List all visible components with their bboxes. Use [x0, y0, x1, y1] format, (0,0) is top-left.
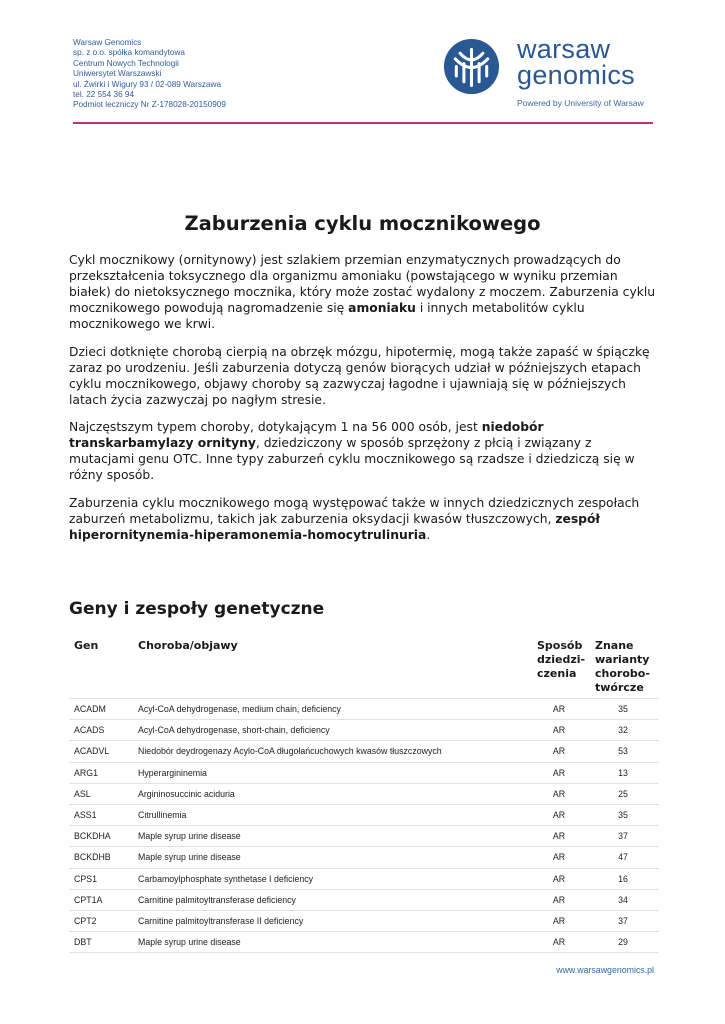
company-line: Centrum Nowych Technologii: [73, 58, 179, 68]
company-line: tel. 22 554 36 94: [73, 90, 135, 100]
cell-inheritance: AR: [552, 852, 566, 863]
cell-disease: Citrullinemia: [138, 809, 187, 820]
table-row: [69, 763, 659, 784]
table-row: [69, 911, 659, 932]
cell-gene: ACADVL: [74, 746, 110, 757]
cell-inheritance: AR: [552, 809, 566, 820]
cell-gene: DBT: [74, 937, 92, 948]
cell-disease: Carnitine palmitoyltransferase deficiency: [138, 894, 296, 905]
cell-variants: 53: [618, 746, 628, 757]
company-line: Uniwersytet Warszawski: [73, 69, 162, 79]
cell-gene: ARG1: [74, 767, 98, 778]
table-header: [69, 636, 659, 699]
cell-disease: Acyl-CoA dehydrogenase, medium chain, deficiency: [138, 704, 341, 714]
cell-disease: Argininosuccinic aciduria: [138, 788, 235, 799]
cell-variants: 35: [618, 809, 628, 820]
cell-disease: Maple syrup urine disease: [138, 852, 241, 863]
cell-inheritance: AR: [552, 831, 566, 842]
cell-inheritance: AR: [552, 894, 566, 905]
cell-disease: Carnitine palmitoyltransferase II deficiency: [138, 915, 304, 926]
cell-inheritance: AR: [552, 704, 566, 714]
footer-url: www.warsawgenomics.pl: [556, 965, 654, 975]
cell-disease: Carbamoylphosphate synthetase I deficiency: [138, 873, 314, 884]
table-row: [69, 741, 659, 762]
logo-tagline: Powered by University of Warsaw: [517, 98, 644, 108]
related-text: Zaburzenia cyklu mocznikowego mogą występować także w innych dziedzicznych zespołach zaburzeń metabolizmu, takich jak zaburzenia oksydacji kwasów tłuszczowych,: [69, 496, 640, 526]
cell-gene: ACADS: [74, 725, 105, 736]
cell-inheritance: AR: [552, 937, 566, 948]
column-header-variants: Znane warianty chorobo-twórcze: [595, 639, 650, 694]
prevalence-bold-term: niedobór transkarbamylazy ornityny: [69, 420, 544, 450]
header-divider: [73, 122, 653, 124]
cell-variants: 47: [618, 852, 628, 863]
intro-text-end: i innych metabolitów cyklu mocznikowego we krwi.: [69, 301, 585, 331]
table-row: [69, 826, 659, 847]
cell-variants: 29: [618, 937, 628, 948]
prevalence-text-end: , dziedziczony w sposób sprzężony z płcią i związany z mutacjami genu OTC. Inne typy zaburzeń cyklu mocznikowego są rzadsze i dziedziczą się w różny sposób.: [69, 436, 635, 482]
company-line: ul. Żwirki i Wigury 93 / 02-089 Warszawa: [73, 79, 222, 89]
cell-inheritance: AR: [552, 746, 566, 757]
cell-inheritance: AR: [552, 725, 566, 736]
cell-gene: ASS1: [74, 809, 97, 820]
prevalence-text: Najczęstszym typem choroby, dotykającym 1 na 56 000 osób, jest: [69, 420, 482, 434]
related-bold-term: zespół hiperornitynemia-hiperamonemia-homocytrulinuria: [69, 512, 600, 542]
intro-text: Cykl mocznikowy (ornitynowy) jest szlakiem przemian enzymatycznych prowadzących do przekształcenia toksycznego dla organizmu amoniaku (powstającego w wyniku przemian białek) do nietoksycznego mocznika, który może zostać wydalony z moczem. Zaburzenia cyklu mocznikowego powodują nagromadzenie się: [69, 253, 656, 315]
cell-variants: 35: [618, 704, 628, 714]
cell-gene: ASL: [74, 788, 91, 799]
intro-bold-term: amoniaku: [348, 301, 416, 315]
table-row: [69, 720, 659, 741]
company-line: sp. z o.o. spółka komandytowa: [73, 48, 185, 58]
symptoms-paragraph: Dzieci dotknięte chorobą cierpią na obrzęk mózgu, hipotermię, mogą także zapaść w śpiączkę zaraz po urodzeniu. Jeśli zaburzenia dotyczą genów biorących udział w późniejszych etapach cyklu mocznikowego, objawy choroby są zazwyczaj łagodne i ujawniają się w późniejszych latach życia zazwyczaj po nagłym stresie.: [69, 345, 650, 407]
section-title: Geny i zespoły genetyczne: [69, 599, 325, 619]
logo-emblem-icon: [443, 38, 500, 95]
cell-disease: Maple syrup urine disease: [138, 831, 241, 842]
related-text-end: .: [426, 528, 431, 542]
column-header-disease: Choroba/objawy: [138, 639, 238, 652]
table-row: [69, 932, 659, 953]
page-title: Zaburzenia cyklu mocznikowego: [184, 212, 541, 235]
cell-gene: BCKDHA: [74, 831, 111, 842]
logo-word-warsaw: warsaw: [517, 34, 611, 64]
table-body: [69, 699, 659, 953]
cell-inheritance: AR: [552, 767, 566, 778]
table-row: [69, 784, 659, 805]
cell-disease: Hyperargininemia: [138, 767, 207, 778]
cell-gene: ACADM: [74, 704, 106, 714]
table-row: [69, 890, 659, 911]
prevalence-paragraph: [69, 419, 659, 483]
cell-gene: CPS1: [74, 873, 97, 884]
column-header-inheritance: Sposób dziedzi-czenia: [537, 639, 586, 680]
table-row: [69, 805, 659, 826]
cell-disease: Acyl-CoA dehydrogenase, short-chain, deficiency: [138, 725, 330, 736]
cell-variants: 25: [618, 788, 628, 799]
cell-inheritance: AR: [552, 915, 566, 926]
cell-disease: Niedobór deydrogenazy Acylo-CoA długołańcuchowych kwasów tłuszczowych: [138, 746, 442, 757]
intro-paragraph: [69, 252, 659, 332]
table-row: [69, 699, 659, 720]
company-line: Podmiot leczniczy Nr Z-178028-20150909: [73, 100, 226, 110]
cell-variants: 34: [618, 894, 628, 905]
related-syndromes-paragraph: [69, 495, 659, 543]
table-row: [69, 847, 659, 868]
cell-variants: 16: [618, 873, 628, 884]
warsaw-genomics-logo: [443, 36, 658, 116]
cell-variants: 37: [618, 915, 628, 926]
cell-variants: 32: [618, 725, 628, 736]
cell-gene: CPT2: [74, 915, 97, 926]
cell-inheritance: AR: [552, 788, 566, 799]
cell-variants: 37: [618, 831, 628, 842]
table-row: [69, 869, 659, 890]
genes-table: [69, 636, 659, 953]
company-address-block: [73, 38, 226, 111]
company-line: Warsaw Genomics: [73, 38, 142, 47]
column-header-gene: Gen: [74, 639, 99, 652]
logo-word-genomics: genomics: [517, 60, 635, 90]
cell-gene: BCKDHB: [74, 852, 111, 863]
cell-variants: 13: [618, 767, 628, 778]
cell-disease: Maple syrup urine disease: [138, 937, 241, 948]
cell-gene: CPT1A: [74, 894, 103, 905]
cell-inheritance: AR: [552, 873, 566, 884]
